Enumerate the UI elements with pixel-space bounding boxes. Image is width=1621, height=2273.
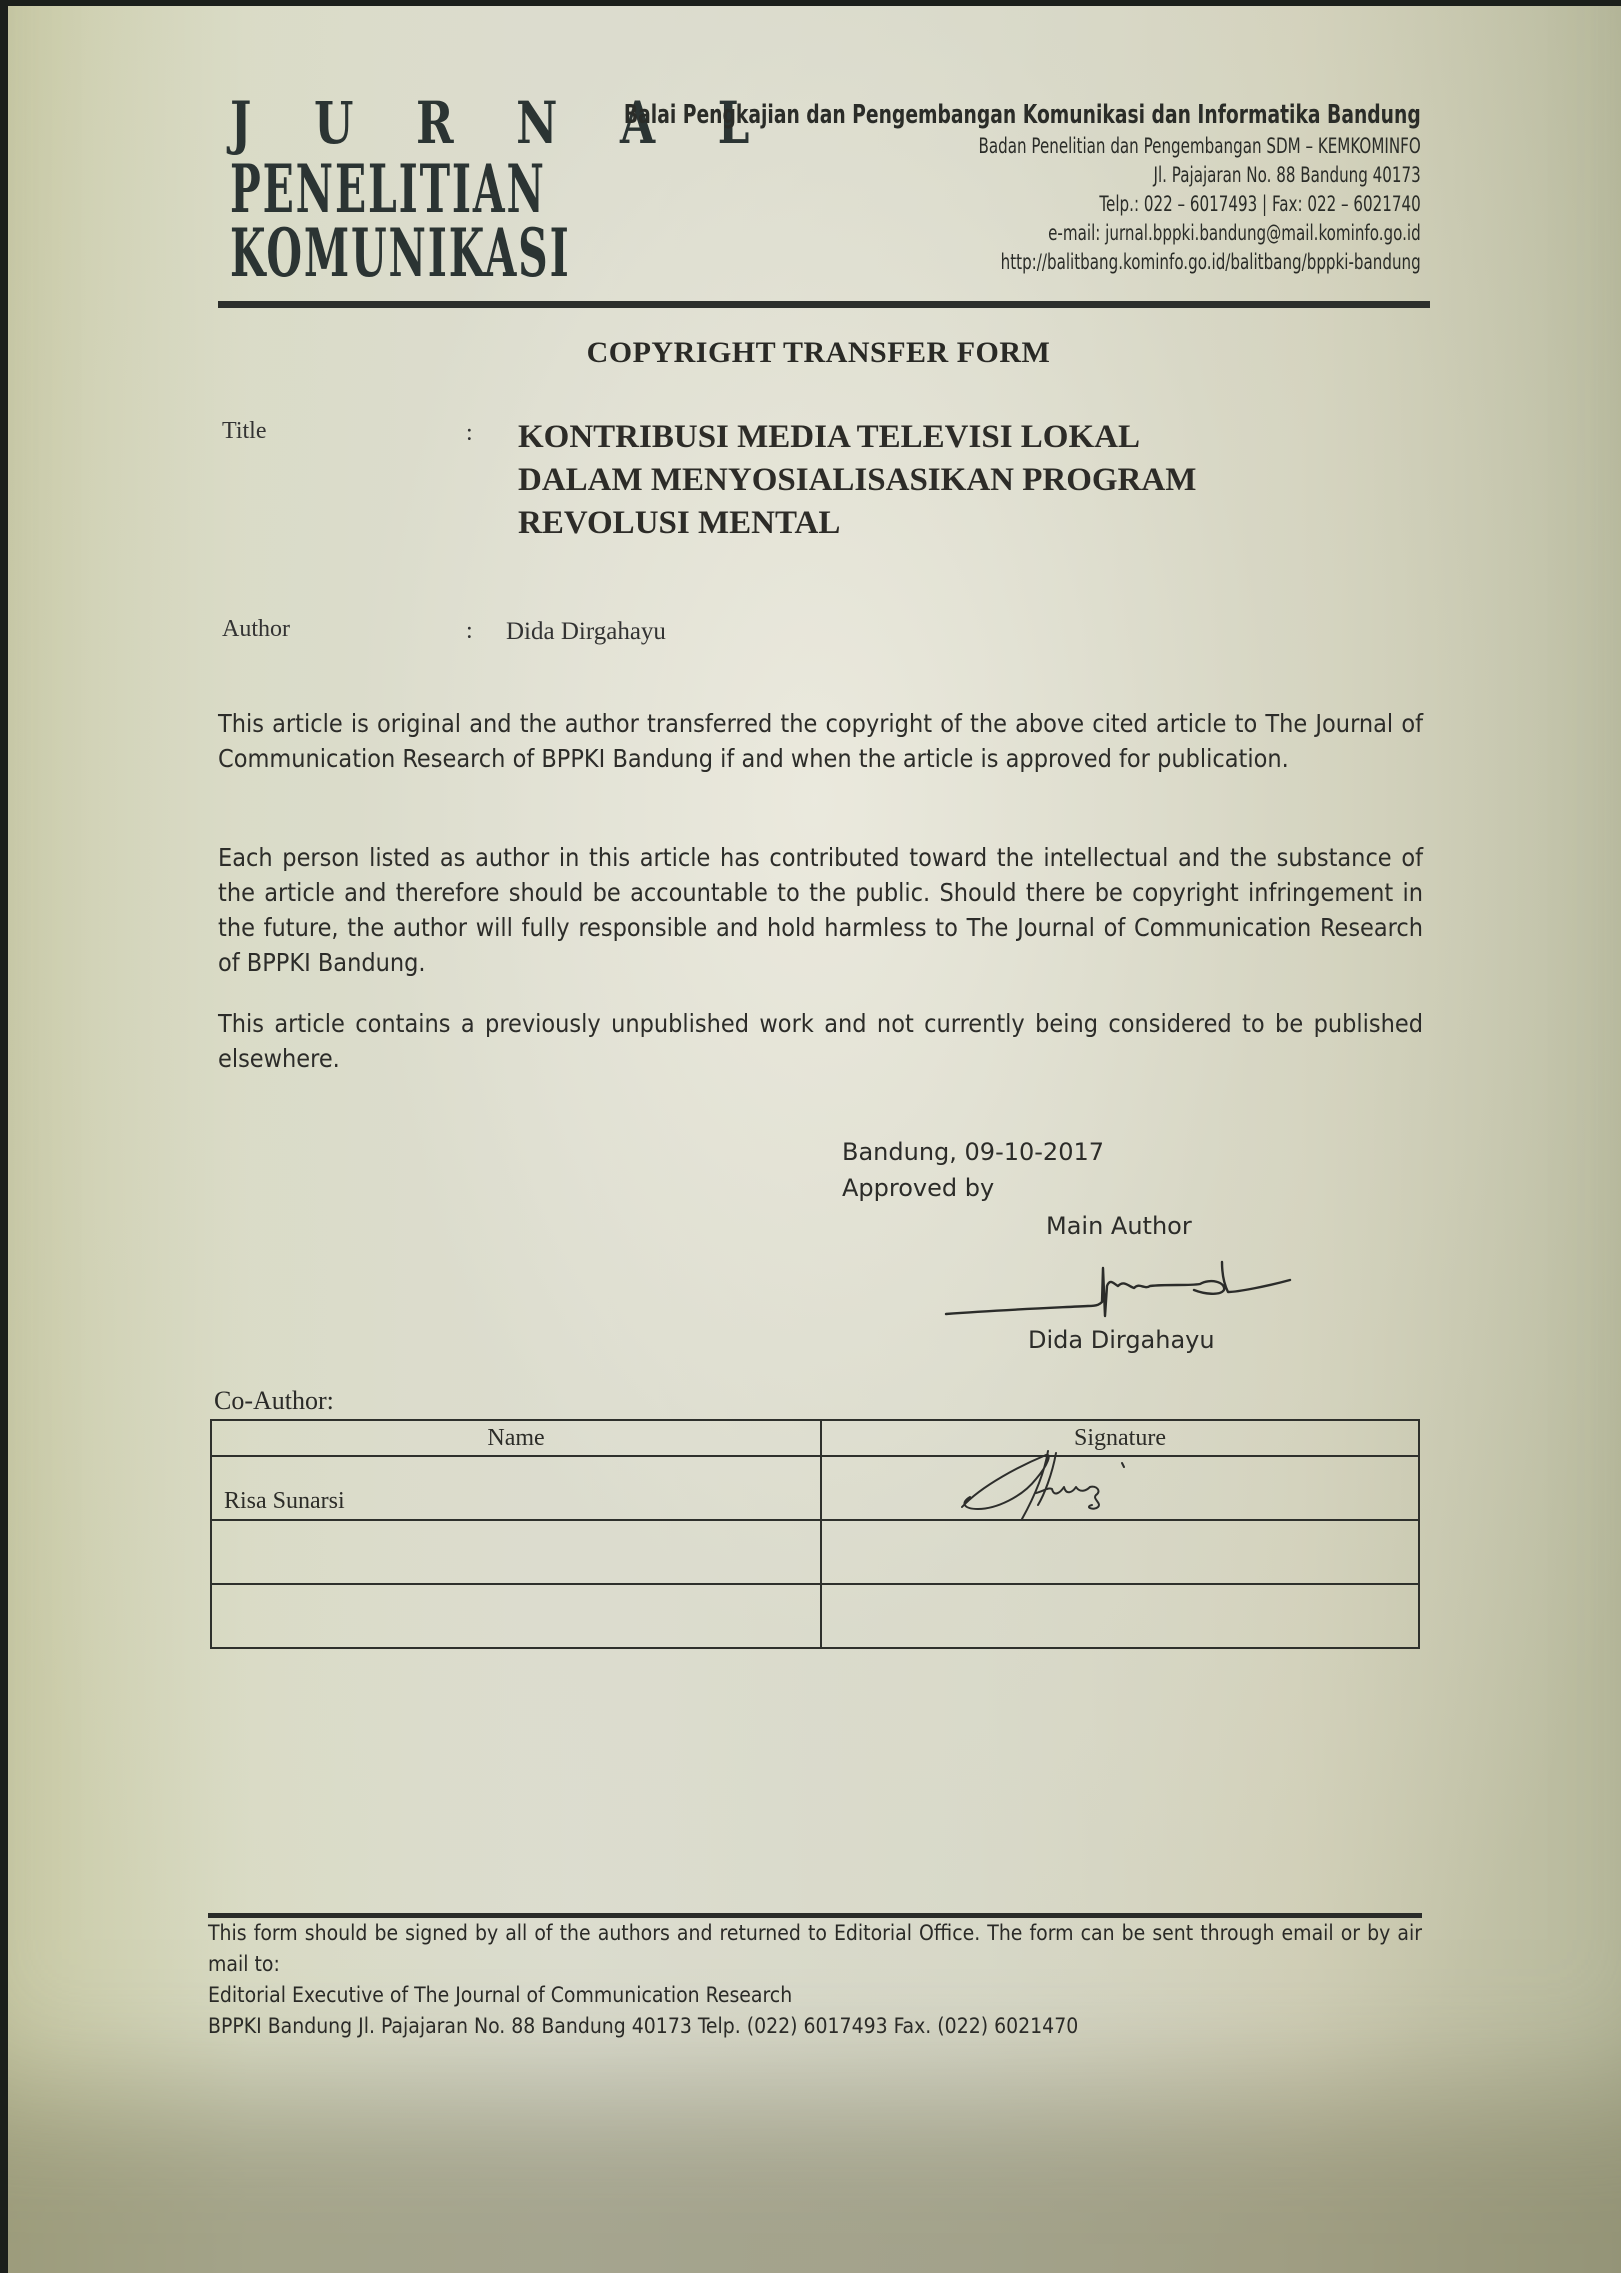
approved-by-label: Approved by	[842, 1174, 995, 1202]
paragraph-originality: This article is original and the author transferred the copyright of the above cited article to The Journal of Communication Research of BPPKI Bandung if and when the article is approved for publication.	[218, 709, 1423, 773]
document-page	[8, 6, 1621, 2273]
footer-recipient: Editorial Executive of The Journal of Communication Research	[208, 1983, 793, 2007]
title-colon: :	[466, 420, 473, 446]
table-row	[211, 1584, 1419, 1648]
coauthor-name-cell	[211, 1520, 821, 1584]
logo-line-2: PENELITIAN	[230, 150, 546, 228]
article-title	[518, 416, 1196, 545]
agency-name: Badan Penelitian dan Pengembangan SDM – KEMKOMINFO	[978, 134, 1421, 158]
footer-address: BPPKI Bandung Jl. Pajajaran No. 88 Bandung 40173 Telp. (022) 6017493 Fax. (022) 6021470	[208, 2014, 1079, 2038]
institution-email: e-mail: jurnal.bppki.bandung@mail.kominfo.go.id	[1048, 221, 1421, 245]
author-value: Dida Dirgahayu	[506, 618, 666, 645]
place-date: Bandung, 09-10-2017	[842, 1138, 1105, 1166]
institution-block	[314, 98, 1421, 277]
footer-block	[208, 1918, 1422, 2042]
footer-instructions: This form should be signed by all of the authors and returned to Editorial Office. The form can be sent through email or by air mail to:	[208, 1921, 1422, 1976]
coauthor-name-cell: Risa Sunarsi	[211, 1456, 821, 1520]
main-author-signature	[938, 1256, 1298, 1326]
main-author-label: Main Author	[1046, 1212, 1192, 1240]
institution-address: Jl. Pajajaran No. 88 Bandung 40173	[1153, 163, 1421, 187]
paragraph-unpublished: This article contains a previously unpublished work and not currently being considered to be published elsewhere.	[218, 1009, 1423, 1073]
coauthor-signature-cell	[821, 1456, 1419, 1520]
coauthor-signature-cell	[821, 1520, 1419, 1584]
column-header-signature: Signature	[821, 1420, 1419, 1456]
title-label: Title	[222, 418, 267, 444]
logo-line-1: J U R N A L	[230, 89, 773, 157]
coauthor-signature	[952, 1445, 1182, 1525]
paragraph-accountability: Each person listed as author in this article has contributed toward the intellectual and the substance of the article and therefore should be accountable to the public. Should there be copyright infringement in the future, the author will fully responsible and hold harmless to The Journal of Communication Research of BPPKI Bandung.	[218, 843, 1423, 977]
article-title-line: REVOLUSI MENTAL	[518, 505, 841, 541]
author-label: Author	[222, 616, 290, 642]
coauthor-name-cell	[211, 1584, 821, 1648]
table-row	[211, 1520, 1419, 1584]
form-heading: COPYRIGHT TRANSFER FORM	[586, 336, 1051, 369]
coauthor-label: Co-Author:	[214, 1386, 334, 1415]
institution-website: http://balitbang.kominfo.go.id/balitbang/bppki-bandung	[1000, 250, 1421, 274]
header-divider	[218, 301, 1430, 308]
table-row	[211, 1456, 1419, 1520]
column-header-name: Name	[211, 1420, 821, 1456]
logo-line-3: KOMUNIKASI	[230, 214, 571, 292]
article-title-line: DALAM MENYOSIALISASIKAN PROGRAM	[518, 462, 1197, 498]
main-author-name: Dida Dirgahayu	[1028, 1326, 1215, 1354]
institution-phone-fax: Telp.: 022 – 6017493 | Fax: 022 – 6021740	[1099, 192, 1421, 216]
coauthor-signature-cell	[821, 1584, 1419, 1648]
author-colon: :	[466, 618, 473, 644]
coauthor-table	[210, 1419, 1420, 1649]
institution-name: Balai Pengkajian dan Pengembangan Komunikasi dan Informatika Bandung	[624, 100, 1421, 130]
article-title-line: KONTRIBUSI MEDIA TELEVISI LOKAL	[518, 419, 1140, 455]
